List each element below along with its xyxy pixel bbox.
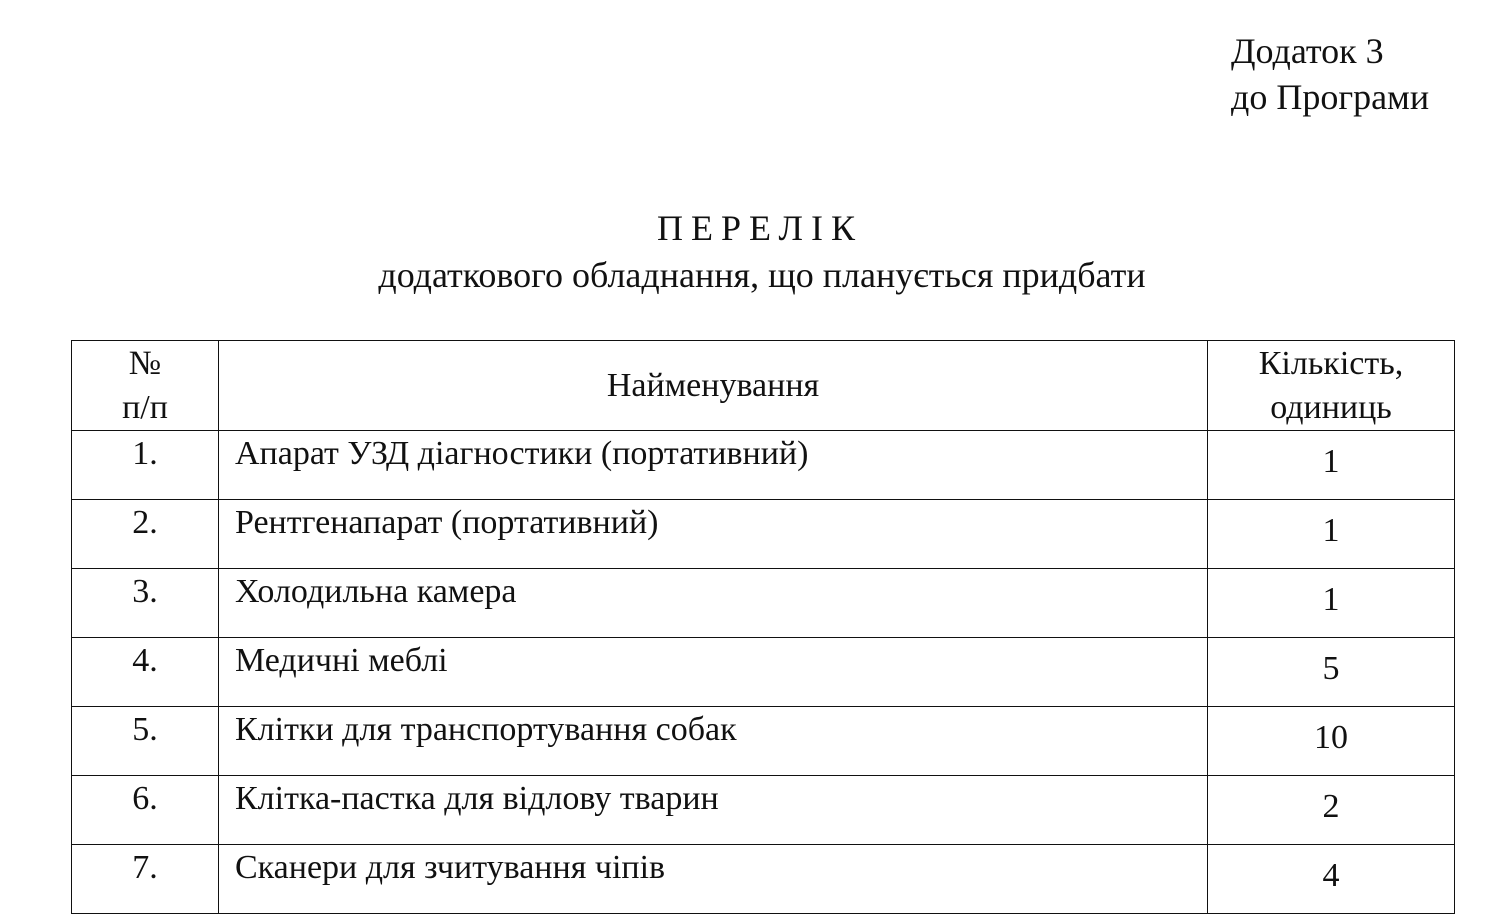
- annex-line-2: до Програми: [1231, 77, 1430, 117]
- row-quantity: 10: [1208, 707, 1455, 776]
- row-quantity: 5: [1208, 638, 1455, 707]
- table-row: [72, 569, 1455, 638]
- table-header-row: [72, 341, 1455, 431]
- header-number: № п/п: [72, 341, 219, 431]
- row-name: Медичні меблі: [219, 638, 1208, 707]
- row-quantity: 4: [1208, 845, 1455, 914]
- row-number: 1.: [72, 431, 219, 500]
- row-name: Холодильна камера: [219, 569, 1208, 638]
- table-row: [72, 707, 1455, 776]
- table-row: [72, 776, 1455, 845]
- table-row: [72, 845, 1455, 914]
- annex-label: [1231, 28, 1429, 120]
- annex-line-1: Додаток 3: [1231, 31, 1384, 71]
- row-number: 5.: [72, 707, 219, 776]
- row-quantity: 1: [1208, 569, 1455, 638]
- row-number: 4.: [72, 638, 219, 707]
- row-number: 2.: [72, 500, 219, 569]
- row-number: 6.: [72, 776, 219, 845]
- row-name: Рентгенапарат (портативний): [219, 500, 1208, 569]
- header-name: Найменування: [219, 341, 1208, 431]
- header-quantity: Кількість, одиниць: [1208, 341, 1455, 431]
- row-name: Клітка-пастка для відлову тварин: [219, 776, 1208, 845]
- table-row: [72, 500, 1455, 569]
- row-quantity: 2: [1208, 776, 1455, 845]
- row-quantity: 1: [1208, 431, 1455, 500]
- equipment-table: [71, 340, 1455, 914]
- row-number: 7.: [72, 845, 219, 914]
- row-name: Клітки для транспортування собак: [219, 707, 1208, 776]
- row-quantity: 1: [1208, 500, 1455, 569]
- document-subtitle: додаткового обладнання, що планується придбати: [378, 255, 1146, 295]
- table-row: [72, 638, 1455, 707]
- row-name: Сканери для зчитування чіпів: [219, 845, 1208, 914]
- document-title: ПЕРЕЛІК: [657, 208, 863, 248]
- table-row: [72, 431, 1455, 500]
- row-number: 3.: [72, 569, 219, 638]
- row-name: Апарат УЗД діагностики (портативний): [219, 431, 1208, 500]
